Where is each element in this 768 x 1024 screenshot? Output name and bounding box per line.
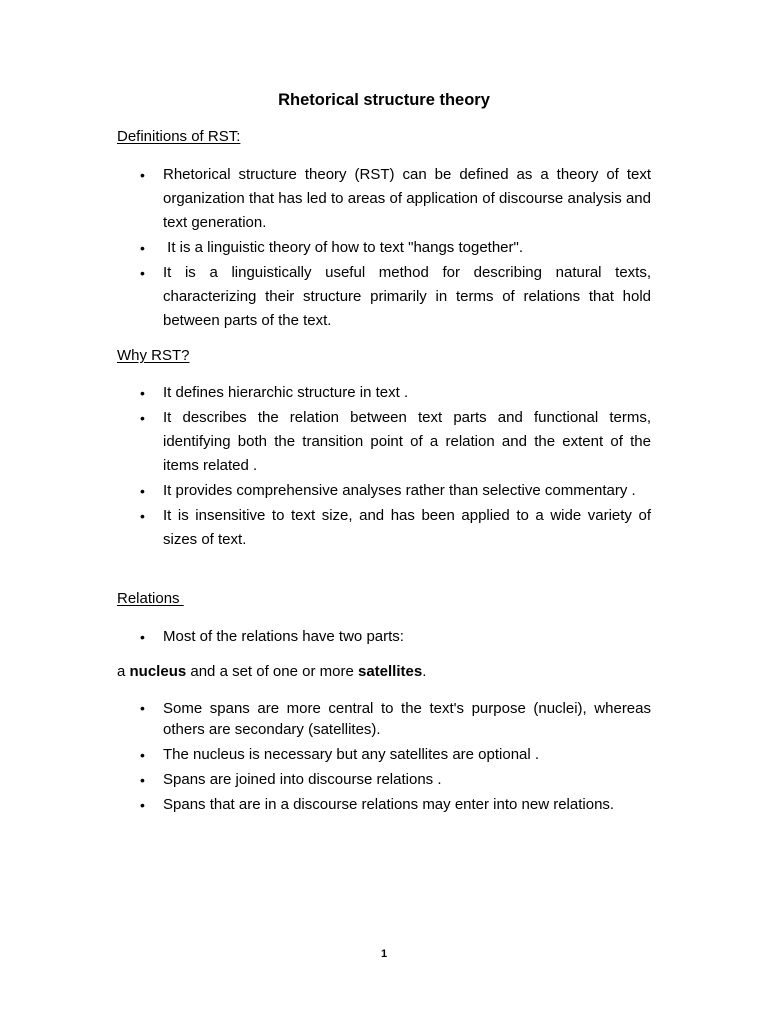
satellites-term: satellites	[357, 663, 423, 680]
bullet-icon: •	[140, 797, 145, 813]
nucleus-term: nucleus	[129, 663, 187, 680]
list-item-text: Rhetorical structure theory (RST) can be defined as a theory of text organization that has led to areas of application of discourse analysis and text generation.	[163, 166, 651, 231]
list-item	[117, 236, 651, 260]
bullet-icon: •	[140, 385, 145, 401]
sentence-middle: and a set of one or more	[186, 663, 358, 680]
list-item-text: It provides comprehensive analyses rather than selective commentary .	[163, 482, 636, 499]
list-item	[117, 743, 651, 767]
bullet-icon: •	[140, 265, 145, 281]
list-item-text: Spans that are in a discourse relations may enter into new relations.	[163, 796, 615, 813]
list-item	[117, 793, 651, 817]
bullet-icon: •	[140, 410, 145, 426]
why-rst-list	[117, 381, 651, 553]
list-item	[117, 768, 651, 792]
list-item-text: Spans are joined into discourse relations .	[163, 771, 442, 788]
section-heading-why-rst: Why RST?	[117, 347, 190, 364]
list-item-text: Most of the relations have two parts:	[163, 628, 404, 645]
list-item	[117, 163, 651, 235]
bullet-icon: •	[140, 772, 145, 788]
relations-list	[117, 698, 651, 818]
relations-intro-list	[117, 625, 651, 650]
nucleus-satellites-sentence	[117, 661, 657, 683]
page-number: 1	[380, 948, 388, 960]
page-title: Rhetorical structure theory	[278, 91, 490, 109]
bullet-icon: •	[140, 629, 145, 645]
list-item	[117, 504, 651, 552]
list-item	[117, 261, 651, 333]
list-item	[117, 381, 651, 405]
list-item-text: It is a linguistic theory of how to text "hangs together".	[163, 239, 524, 256]
bullet-icon: •	[140, 508, 145, 524]
list-item-text: The nucleus is necessary but any satellites are optional .	[163, 746, 540, 763]
list-item-text: It is a linguistically useful method for describing natural texts, characterizing their structure primarily in terms of relations that hold between parts of the text.	[163, 264, 651, 329]
list-item	[117, 625, 651, 649]
list-item-text: It is insensitive to text size, and has been applied to a wide variety of sizes of text.	[163, 507, 651, 548]
bullet-icon: •	[140, 240, 145, 256]
list-item	[117, 406, 651, 478]
section-heading-relations: Relations	[117, 590, 184, 607]
list-item	[117, 479, 651, 503]
list-item-text: It defines hierarchic structure in text .	[163, 384, 409, 401]
list-item-text: Some spans are more central to the text's purpose (nuclei), whereas others are secondary (satellites).	[163, 700, 651, 738]
sentence-suffix: .	[422, 663, 427, 680]
bullet-icon: •	[140, 167, 145, 183]
list-item-text: It describes the relation between text parts and functional terms, identifying both the transition point of a relation and the extent of the items related .	[163, 409, 651, 474]
sentence-prefix: a	[117, 663, 130, 680]
bullet-icon: •	[140, 483, 145, 499]
bullet-icon: •	[140, 700, 145, 716]
bullet-icon: •	[140, 747, 145, 763]
list-item	[117, 698, 651, 740]
section-heading-definitions: Definitions of RST:	[117, 128, 241, 145]
definitions-list	[117, 163, 651, 334]
